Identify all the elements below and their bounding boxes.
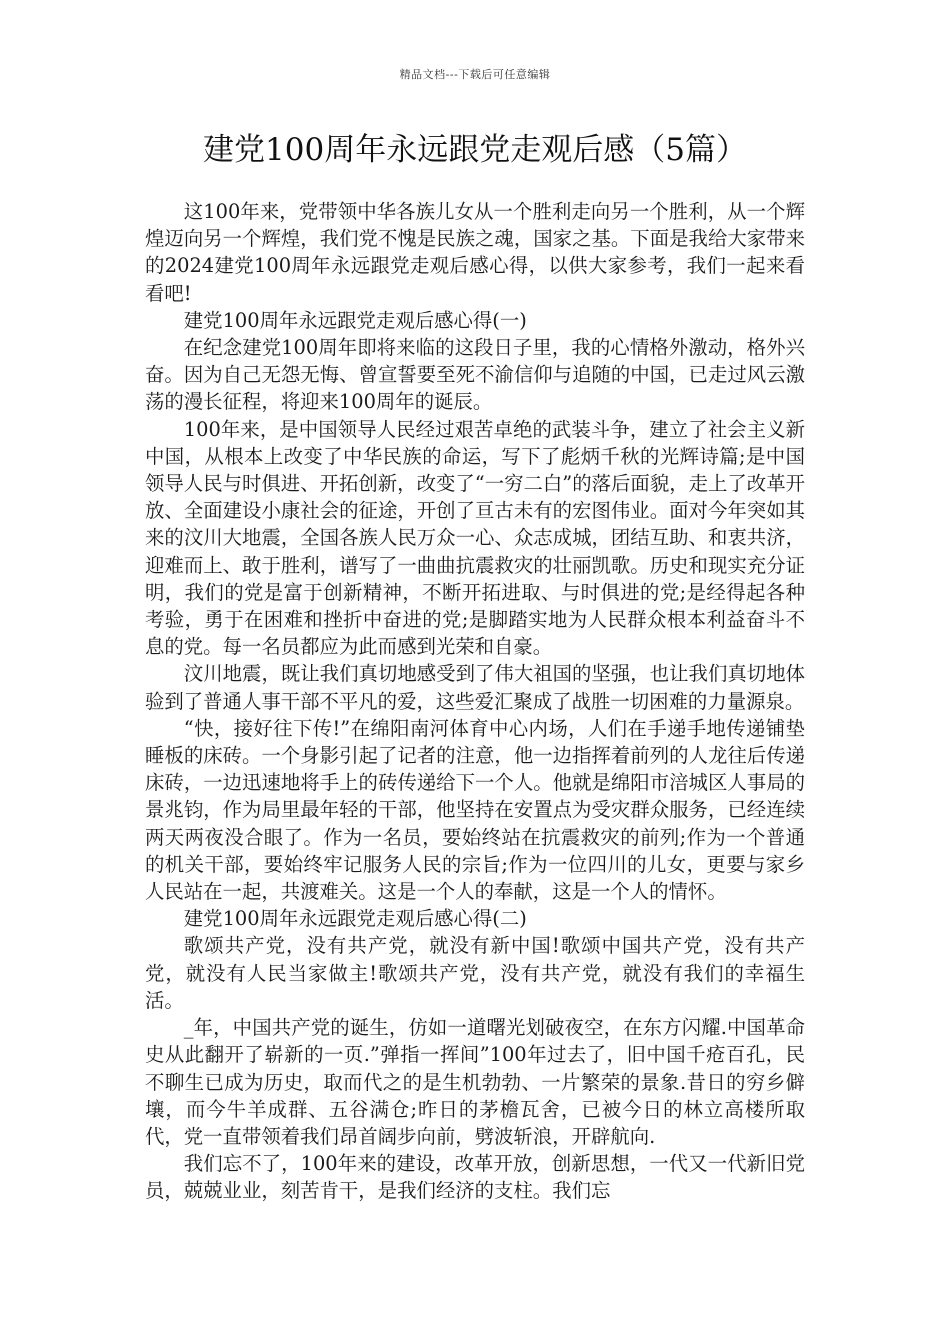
paragraph: 汶川地震，既让我们真切地感受到了伟大祖国的坚强，也让我们真切地体验到了普通人事干部不平凡的爱，这些爱汇聚成了战胜一切困难的力量源泉。 [145,662,805,713]
section-heading-1: 建党100周年永远跟党走观后感心得(一) [183,308,527,332]
paragraph: 歌颂共产党，没有共产党，就没有新中国!歌颂中国共产党，没有共产党，就没有人民当家做主!歌颂共产党，没有共产党，就没有我们的幸福生活。 [145,934,805,1012]
paragraph: 在纪念建党100周年即将来临的这段日子里，我的心情格外激动，格外兴奋。因为自己无怨无悔、曾宣誓要至死不渝信仰与追随的中国，已走过风云激荡的漫长征程，将迎来100周年的诞辰。 [145,336,805,414]
document-title: 建党100周年永远跟党走观后感（5篇） [203,132,747,168]
paragraph: _年，中国共产党的诞生，仿如一道曙光划破夜空，在东方闪耀.中国革命史从此翻开了崭新的一页.”弹指一挥间”100年过去了，旧中国千疮百孔，民不聊生已成为历史，取而代之的是生机勃勃、一片繁荣的景象.昔日的穷乡僻壤，而今牛羊成群、五谷满仓;昨日的茅檐瓦舍，已被今日的林立高楼所取代，党一直带领着我们昂首阔步向前，劈波斩浪，开辟航向. [145,1016,805,1148]
document-body [145,198,805,1205]
paragraph: 我们忘不了，100年来的建设，改革开放，创新思想，一代又一代新旧党员，兢兢业业，刻苦肯干，是我们经济的支柱。我们忘 [145,1152,805,1203]
paragraph-intro: 这100年来，党带领中华各族儿女从一个胜利走向另一个胜利，从一个辉煌迈向另一个辉煌，我们党不愧是民族之魂，国家之基。下面是我给大家带来的2024建党100周年永远跟党走观后感心得，以供大家参考，我们一起来看看吧! [145,200,805,305]
paragraph: 100年来，是中国领导人民经过艰苦卓绝的武装斗争，建立了社会主义新中国，从根本上改变了中华民族的命运，写下了彪炳千秋的光辉诗篇;是中国领导人民与时俱进、开拓创新，改变了“一穷二白”的落后面貌，走上了改革开放、全面建设小康社会的征途，开创了亘古未有的宏图伟业。面对今年突如其来的汶川大地震，全国各族人民万众一心、众志成城，团结互助、和衷共济，迎难而上、敢于胜利，谱写了一曲曲抗震救灾的壮丽凯歌。历史和现实充分证明，我们的党是富于创新精神，不断开拓进取、与时俱进的党;是经得起各种考验，勇于在困难和挫折中奋进的党;是脚踏实地为人民群众根本利益奋斗不息的党。每一名员都应为此而感到光荣和自豪。 [145,417,805,659]
page-header: 精品文档---下载后可任意编辑 [399,68,551,81]
paragraph: “快，接好往下传!”在绵阳南河体育中心内场，人们在手递手地传递铺垫睡板的床砖。一个身影引起了记者的注意，他一边指挥着前列的人龙往后传递床砖，一边迅速地将手上的砖传递给下一个人。他就是绵阳市涪城区人事局的景兆钧，作为局里最年轻的干部，他坚持在安置点为受灾群众服务，已经连续两天两夜没合眼了。作为一名员，要始终站在抗震救灾的前列;作为一个普通的机关干部，要始终牢记服务人民的宗旨;作为一位四川的儿女，更要与家乡人民站在一起，共渡难关。这是一个人的奉献，这是一个人的情怀。 [145,716,805,904]
section-heading-2: 建党100周年永远跟党走观后感心得(二) [183,907,527,931]
